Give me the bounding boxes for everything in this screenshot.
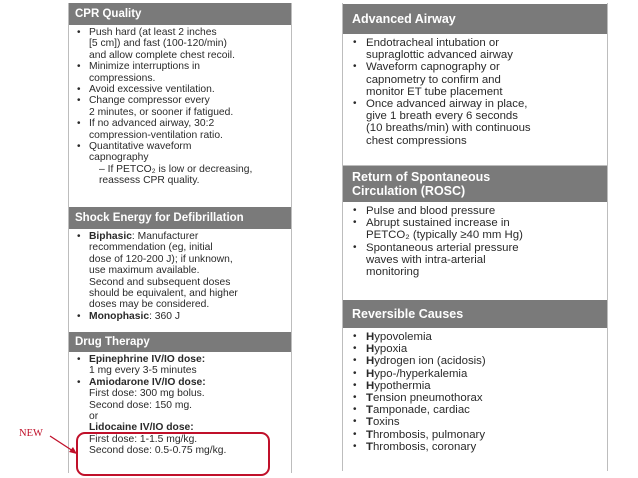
list-item-line: Abrupt sustained increase in <box>366 217 510 230</box>
bullet: • <box>353 205 357 216</box>
or-text: or <box>89 411 99 423</box>
list-item-line: give 1 breath every 6 seconds <box>366 110 518 123</box>
list-item-line: Minimize interruptions in <box>89 61 201 73</box>
cpr-subitem-line: – If PETCO₂ is low or decreasing, <box>99 163 253 175</box>
lidocaine-dose: Second dose: 0.5-0.75 mg/kg. <box>89 445 227 457</box>
bullet: • <box>77 61 81 73</box>
bullet: • <box>353 379 357 391</box>
list-item-line: Push hard (at least 2 inches <box>89 27 217 38</box>
list-item-line: capnography <box>89 152 149 164</box>
list-item-line: monitoring <box>366 266 420 279</box>
cause-text: oxins <box>372 416 400 429</box>
bullet: • <box>353 37 357 48</box>
cause-initial: H <box>366 343 375 356</box>
list-item-line: and allow complete chest recoil. <box>89 49 235 61</box>
cause-initial: T <box>366 416 373 429</box>
list-item-line: waves with intra-arterial <box>366 253 486 266</box>
biphasic-line: doses may be considered. <box>89 299 210 311</box>
bullet: • <box>77 118 81 130</box>
cause-initial: T <box>366 440 373 453</box>
list-item-line: chest compressions <box>366 134 467 147</box>
cause-initial: T <box>366 392 373 405</box>
list-item-line: compressions. <box>89 72 156 84</box>
bullet: • <box>353 98 357 110</box>
list-item-line: If no advanced airway, 30:2 <box>89 118 215 130</box>
cause-text: ension pneumothorax <box>372 392 483 405</box>
cause-initial: H <box>366 367 375 380</box>
biphasic-line: : Manufacturer <box>131 231 199 242</box>
new-highlight-box <box>76 432 270 476</box>
amiodarone-dose: First dose: 300 mg bolus. <box>89 388 205 400</box>
bullet: • <box>77 141 81 153</box>
cause-initial: H <box>366 331 375 343</box>
bullet: • <box>353 355 357 367</box>
biphasic-line: Second and subsequent doses <box>89 276 231 288</box>
cause-text: ydrogen ion (acidosis) <box>374 355 486 368</box>
cause-initial: T <box>366 428 373 441</box>
reversible-causes-header: Reversible Causes <box>343 300 607 328</box>
cpr-subitem-line: reassess CPR quality. <box>99 175 200 187</box>
biphasic-label: Biphasic <box>89 231 132 242</box>
rosc-title-line: Return of Spontaneous <box>352 170 491 184</box>
list-item-line: 2 minutes, or sooner if fatigued. <box>89 106 234 118</box>
bullet: • <box>77 95 81 107</box>
bullet: • <box>77 27 81 38</box>
list-item-line: compression-ventilation ratio. <box>89 129 223 141</box>
list-item-line: Once advanced airway in place, <box>366 98 528 111</box>
bullet: • <box>353 367 357 379</box>
cause-text: hrombosis, coronary <box>372 440 477 453</box>
bullet: • <box>353 241 357 253</box>
amiodarone-label: Amiodarone IV/IO dose: <box>89 376 206 388</box>
bullet: • <box>353 392 357 404</box>
bullet: • <box>353 404 357 416</box>
biphasic-line: should be equivalent, and higher <box>89 288 238 300</box>
bullet: • <box>77 231 81 242</box>
cause-text: ypovolemia <box>374 331 432 343</box>
list-item-line: Avoid excessive ventilation. <box>89 84 215 96</box>
cause-text: amponade, cardiac <box>372 404 470 417</box>
new-annotation-label: NEW <box>19 428 43 439</box>
list-item-line: Pulse and blood pressure <box>366 205 496 217</box>
cause-text: ypoxia <box>374 343 408 356</box>
bullet: • <box>353 331 357 342</box>
shock-energy-header: Shock Energy for Defibrillation <box>69 207 291 229</box>
epinephrine-label: Epinephrine IV/IO dose: <box>89 354 206 365</box>
cause-initial: H <box>366 379 375 392</box>
cause-text: hrombosis, pulmonary <box>372 428 486 441</box>
bullet: • <box>353 440 357 452</box>
bullet: • <box>353 217 357 229</box>
biphasic-line: recommendation (eg, initial <box>89 242 213 254</box>
bullet: • <box>77 354 81 365</box>
bullet: • <box>353 416 357 428</box>
list-item-line: monitor ET tube placement <box>366 85 503 98</box>
advanced-airway-header: Advanced Airway <box>343 4 607 34</box>
biphasic-line: use maximum available. <box>89 265 200 277</box>
bullet: • <box>77 84 81 96</box>
list-item-line: [5 cm]) and fast (100-120/min) <box>89 38 227 50</box>
list-item-line: Endotracheal intubation or <box>366 37 499 49</box>
list-item-line: supraglottic advanced airway <box>366 49 513 62</box>
biphasic-line: dose of 120-200 J); if unknown, <box>89 253 233 265</box>
epinephrine-dose: 1 mg every 3-5 minutes <box>89 365 197 377</box>
monophasic-label: Monophasic <box>89 310 150 322</box>
cause-initial: T <box>366 404 373 417</box>
list-item-line: (10 breaths/min) with continuous <box>366 122 531 135</box>
rosc-title-line: Circulation (ROSC) <box>352 184 466 198</box>
lidocaine-dose: First dose: 1-1.5 mg/kg. <box>89 433 198 445</box>
list-item-line: Quantitative waveform <box>89 141 192 153</box>
cpr-quality-header: CPR Quality <box>69 3 291 25</box>
cause-initial: H <box>366 355 375 368</box>
bullet: • <box>353 61 357 73</box>
bullet: • <box>353 428 357 440</box>
monophasic-text: : 360 J <box>149 310 180 322</box>
list-item-line: capnometry to confirm and <box>366 73 501 86</box>
list-item-line: Change compressor every <box>89 95 210 107</box>
amiodarone-dose: Second dose: 150 mg. <box>89 399 193 411</box>
bullet: • <box>353 343 357 355</box>
list-item-line: PETCO₂ (typically ≥40 mm Hg) <box>366 229 523 242</box>
bullet: • <box>77 376 81 388</box>
list-item-line: Waveform capnography or <box>366 61 500 74</box>
cause-text: ypo-/hyperkalemia <box>374 367 468 380</box>
list-item-line: Spontaneous arterial pressure <box>366 241 519 254</box>
drug-therapy-header: Drug Therapy <box>69 332 291 352</box>
bullet: • <box>77 310 81 322</box>
cause-text: ypothermia <box>374 379 431 392</box>
lidocaine-label: Lidocaine IV/IO dose: <box>89 422 194 434</box>
